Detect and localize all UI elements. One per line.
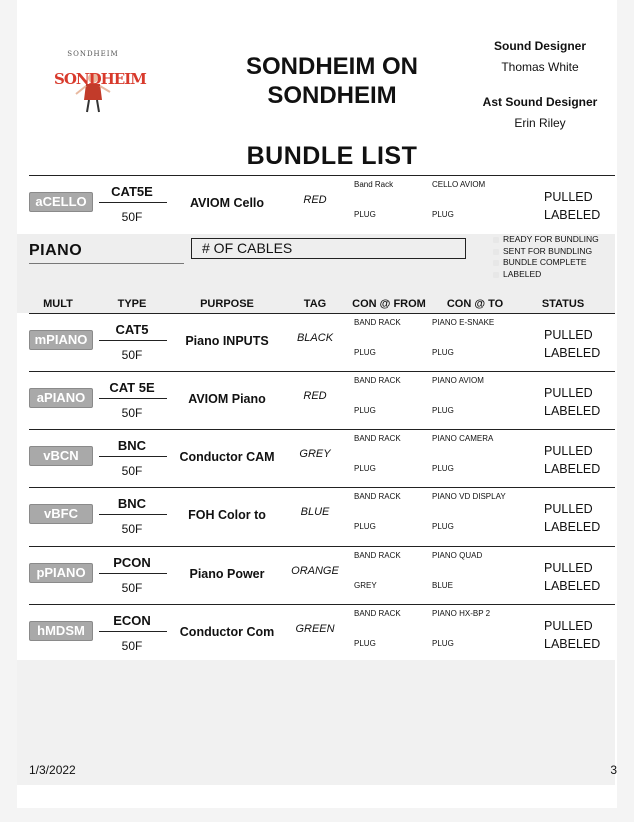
tag-cell: BLACK [296,332,334,344]
con-to-bottom: PLUG [432,464,454,473]
table-row [29,547,615,605]
con-to-top: PIANO CAMERA [432,434,494,443]
status-cell [544,188,600,224]
mult-label: aPIANO [29,388,93,408]
legend-swatch-icon [493,237,499,243]
con-to-top: CELLO AVIOM [432,180,486,189]
table-row [29,372,615,430]
type-cell: BNC [117,438,147,453]
column-header-to: CON @ TO [446,298,504,310]
con-to-bottom: PLUG [432,348,454,357]
type-cell: CAT 5E [109,380,155,395]
column-header-purpose: PURPOSE [200,298,254,310]
con-from-top: BAND RACK [354,492,401,501]
con-to-bottom: PLUG [432,210,454,219]
status-labeled: LABELED [544,637,601,651]
page-number: 3 [610,763,617,777]
type-cell: BNC [117,496,147,511]
purpose-cell: Conductor CAM [179,450,275,464]
con-from-bottom: PLUG [354,210,376,219]
con-from-bottom: PLUG [354,464,376,473]
con-from-bottom: PLUG [354,522,376,531]
con-from-top: Band Rack [354,180,394,189]
status-pulled: PULLED [544,619,593,633]
column-header-type: TYPE [117,298,147,310]
ast-designer-name: Erin Riley [514,116,566,130]
mult-label: hMDSM [29,621,93,641]
con-from-top: BAND RACK [354,609,401,618]
con-to-top: PIANO VD DISPLAY [432,492,506,501]
divider [99,202,167,203]
divider [99,456,167,457]
con-to-bottom: BLUE [432,581,453,590]
mult-label: vBCN [29,446,93,466]
con-to-bottom: PLUG [432,522,454,531]
ast-designer-role: Ast Sound Designer [482,95,598,109]
bundle-list-heading: BUNDLE LIST [246,142,418,170]
con-to-bottom: PLUG [432,639,454,648]
status-cell [544,442,600,478]
mult-label: aCELLO [29,192,93,212]
length-cell: 50F [121,522,143,536]
mult-label: pPIANO [29,563,93,583]
status-labeled: LABELED [544,404,601,418]
legend-swatch-icon [493,272,499,278]
purpose-cell: FOH Color to [188,508,266,522]
status-pulled: PULLED [544,386,593,400]
column-header-tag: TAG [303,298,327,310]
legend-item [493,234,599,246]
type-cell: PCON [113,555,151,570]
legend-swatch-icon [493,260,499,266]
status-pulled: PULLED [544,561,593,575]
mult-label: mPIANO [29,330,93,350]
mult-label: vBFC [29,504,93,524]
tag-cell: GREEN [295,623,335,635]
length-cell: 50F [121,348,143,362]
con-from-bottom: PLUG [354,406,376,415]
divider [99,514,167,515]
divider [99,573,167,574]
status-cell [544,500,600,536]
con-from-bottom: PLUG [354,348,376,357]
title-line-1: SONDHEIM ON [245,53,418,80]
divider [29,263,184,264]
table-row [29,314,615,372]
divider [99,398,167,399]
show-logo [48,44,146,120]
status-cell [544,326,600,362]
legend-item [493,257,599,269]
status-labeled: LABELED [544,208,601,222]
status-legend [493,234,599,280]
status-labeled: LABELED [544,520,601,534]
tag-cell: RED [303,194,327,206]
logo-word: SONDHEIM [54,70,146,88]
purpose-cell: AVIOM Piano [188,392,266,406]
legend-label: BUNDLE COMPLETE [503,257,587,267]
title-line-2: SONDHEIM [267,82,397,109]
legend-label: SENT FOR BUNDLING [503,245,593,256]
document-title [222,52,442,110]
section-name: PIANO [29,242,83,259]
purpose-cell: AVIOM Cello [189,196,265,210]
type-cell: CAT5 [115,322,149,337]
length-cell: 50F [121,210,143,224]
legend-swatch-icon [493,249,499,255]
legend-label: LABELED [503,268,542,279]
type-cell: ECON [113,613,151,628]
footer-date: 1/3/2022 [29,763,76,777]
status-cell [544,617,600,653]
table-row [29,605,615,663]
purpose-cell: Piano INPUTS [185,334,269,348]
con-from-top: BAND RACK [354,434,401,443]
empty-area [17,660,615,785]
con-from-top: BAND RACK [354,318,401,327]
table-row [29,430,615,488]
length-cell: 50F [121,639,143,653]
con-to-bottom: PLUG [432,406,454,415]
status-pulled: PULLED [544,190,593,204]
legend-item [493,246,599,258]
status-labeled: LABELED [544,462,601,476]
column-header-mult: MULT [43,298,73,310]
status-cell [544,559,600,595]
status-pulled: PULLED [544,444,593,458]
tag-cell: BLUE [300,506,330,518]
length-cell: 50F [121,406,143,420]
divider [99,631,167,632]
con-from-bottom: PLUG [354,639,376,648]
purpose-cell: Piano Power [189,567,265,581]
con-from-top: BAND RACK [354,551,401,560]
con-to-top: PIANO E-SNAKE [432,318,495,327]
legend-label: READY FOR BUNDLING [503,234,599,244]
tag-cell: ORANGE [291,565,339,577]
status-pulled: PULLED [544,328,593,342]
cables-count-field[interactable]: # OF CABLES [191,238,466,259]
logo-top-text: SONDHEIM [67,50,119,58]
tag-cell: RED [303,390,327,402]
length-cell: 50F [121,581,143,595]
status-labeled: LABELED [544,579,601,593]
purpose-cell: Conductor Com [179,625,275,639]
designer-credits [470,36,610,134]
tag-cell: GREY [299,448,331,460]
con-to-top: PIANO QUAD [432,551,483,560]
sound-designer-role: Sound Designer [493,39,586,53]
divider [99,340,167,341]
table-row [29,488,615,546]
con-to-top: PIANO AVIOM [432,376,484,385]
con-from-bottom: GREY [354,581,377,590]
status-pulled: PULLED [544,502,593,516]
status-labeled: LABELED [544,346,601,360]
column-header-status: STATUS [541,298,585,310]
status-cell [544,384,600,420]
table-row [29,176,615,234]
legend-item [493,269,599,281]
con-to-top: PIANO HX-BP 2 [432,609,491,618]
length-cell: 50F [121,464,143,478]
sound-designer-name: Thomas White [501,60,579,74]
column-header-from: CON @ FROM [352,298,426,310]
con-from-top: BAND RACK [354,376,401,385]
type-cell: CAT5E [111,184,153,199]
